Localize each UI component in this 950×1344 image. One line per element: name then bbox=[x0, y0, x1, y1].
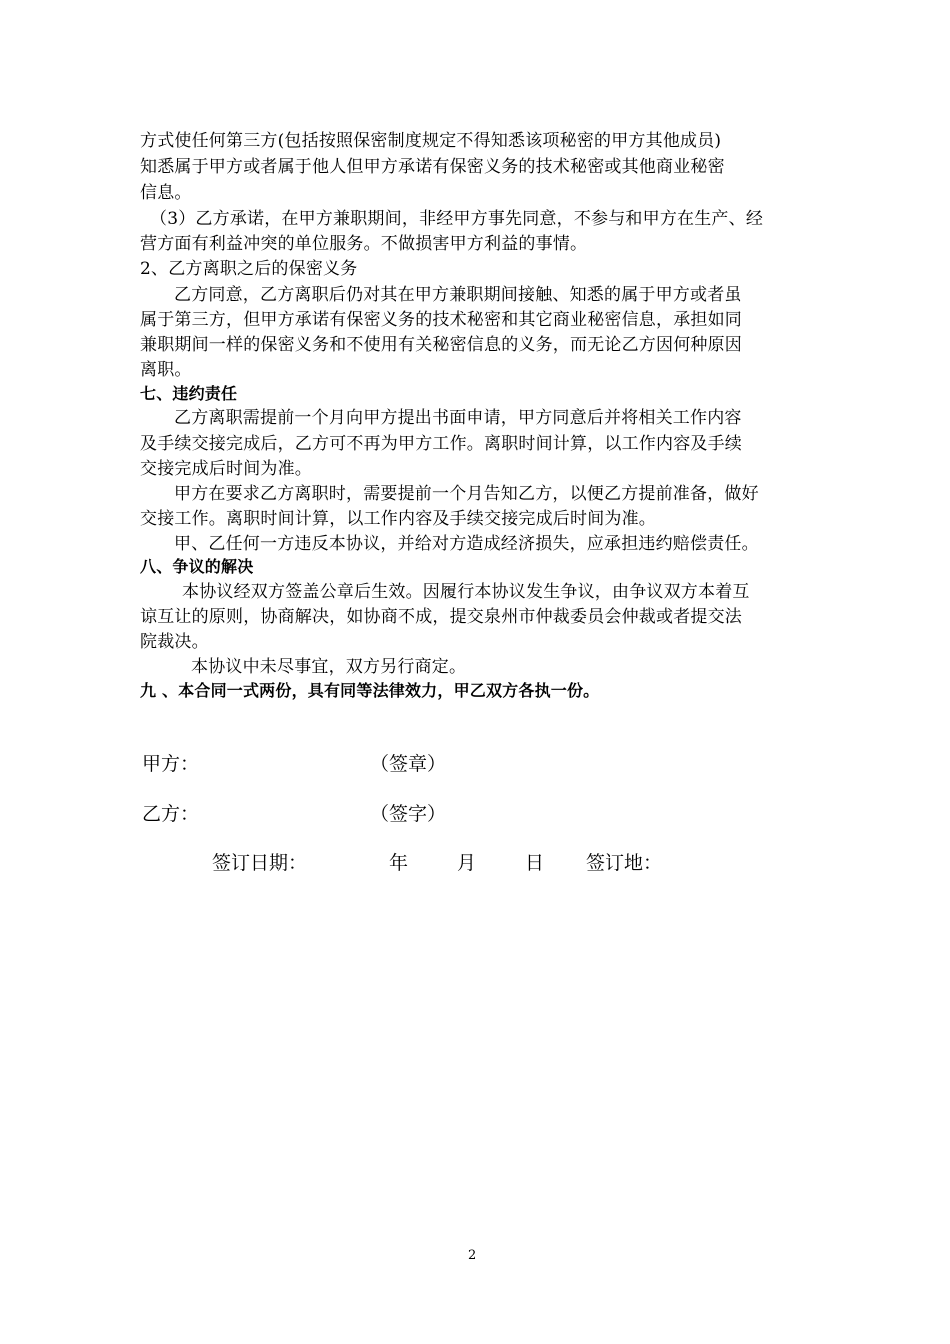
body-line: 谅互让的原则，协商解决，如协商不成，提交泉州市仲裁委员会仲裁或者提交法 bbox=[140, 607, 742, 627]
section-heading-dispute: 八、争议的解决 bbox=[140, 557, 254, 576]
body-line: 甲方在要求乙方离职时，需要提前一个月告知乙方，以便乙方提前准备，做好 bbox=[174, 484, 759, 504]
body-line: 兼职期间一样的保密义务和不使用有关秘密信息的义务，而无论乙方因何种原因 bbox=[140, 335, 742, 355]
section-heading-copies: 九 、本合同一式两份，具有同等法律效力，甲乙双方各执一份。 bbox=[140, 681, 600, 700]
party-a-seal-mark: （签章） bbox=[370, 753, 447, 775]
signing-place-label: 签订地： bbox=[586, 852, 663, 874]
body-line: 信息。 bbox=[140, 183, 192, 203]
date-day: 日 bbox=[525, 852, 545, 874]
body-line: 属于第三方，但甲方承诺有保密义务的技术秘密和其它商业秘密信息，承担如同 bbox=[140, 310, 742, 330]
page-number: 2 bbox=[468, 1248, 477, 1263]
body-line: 知悉属于甲方或者属于他人但甲方承诺有保密义务的技术秘密或其他商业秘密 bbox=[140, 157, 725, 177]
body-line: 及手续交接完成后，乙方可不再为甲方工作。离职时间计算，以工作内容及手续 bbox=[140, 434, 742, 454]
date-year: 年 bbox=[389, 852, 409, 874]
party-b-sign-mark: （签字） bbox=[370, 803, 447, 825]
body-line: 乙方同意，乙方离职后仍对其在甲方兼职期间接触、知悉的属于甲方或者虽 bbox=[174, 285, 742, 305]
body-line: 离职。 bbox=[140, 360, 192, 380]
body-line: 交接完成后时间为准。 bbox=[140, 459, 312, 479]
body-line: 甲、乙任何一方违反本协议，并给对方造成经济损失，应承担违约赔偿责任。 bbox=[174, 534, 759, 554]
party-a-label: 甲方： bbox=[142, 753, 200, 775]
date-month: 月 bbox=[457, 852, 477, 874]
body-line: 方式使任何第三方(包括按照保密制度规定不得知悉该项秘密的甲方其他成员) bbox=[140, 131, 722, 151]
body-line: 乙方离职需提前一个月向甲方提出书面申请，甲方同意后并将相关工作内容 bbox=[174, 408, 742, 428]
party-b-label: 乙方： bbox=[142, 803, 200, 825]
body-line: 本协议中未尽事宜，双方另行商定。 bbox=[191, 657, 467, 677]
body-line: 本协议经双方签盖公章后生效。因履行本协议发生争议，由争议双方本着互 bbox=[182, 582, 750, 602]
body-line: 营方面有利益冲突的单位服务。不做损害甲方利益的事情。 bbox=[140, 234, 588, 254]
body-line: （3）乙方承诺，在甲方兼职期间，非经甲方事先同意，不参与和甲方在生产、经 bbox=[150, 209, 764, 229]
subsection-heading: 2、乙方离职之后的保密义务 bbox=[140, 259, 358, 279]
section-heading-breach: 七、违约责任 bbox=[140, 384, 238, 403]
body-line: 交接工作。离职时间计算，以工作内容及手续交接完成后时间为准。 bbox=[140, 509, 656, 529]
signing-date-label: 签订日期： bbox=[212, 852, 308, 874]
body-line: 院裁决。 bbox=[140, 632, 209, 652]
